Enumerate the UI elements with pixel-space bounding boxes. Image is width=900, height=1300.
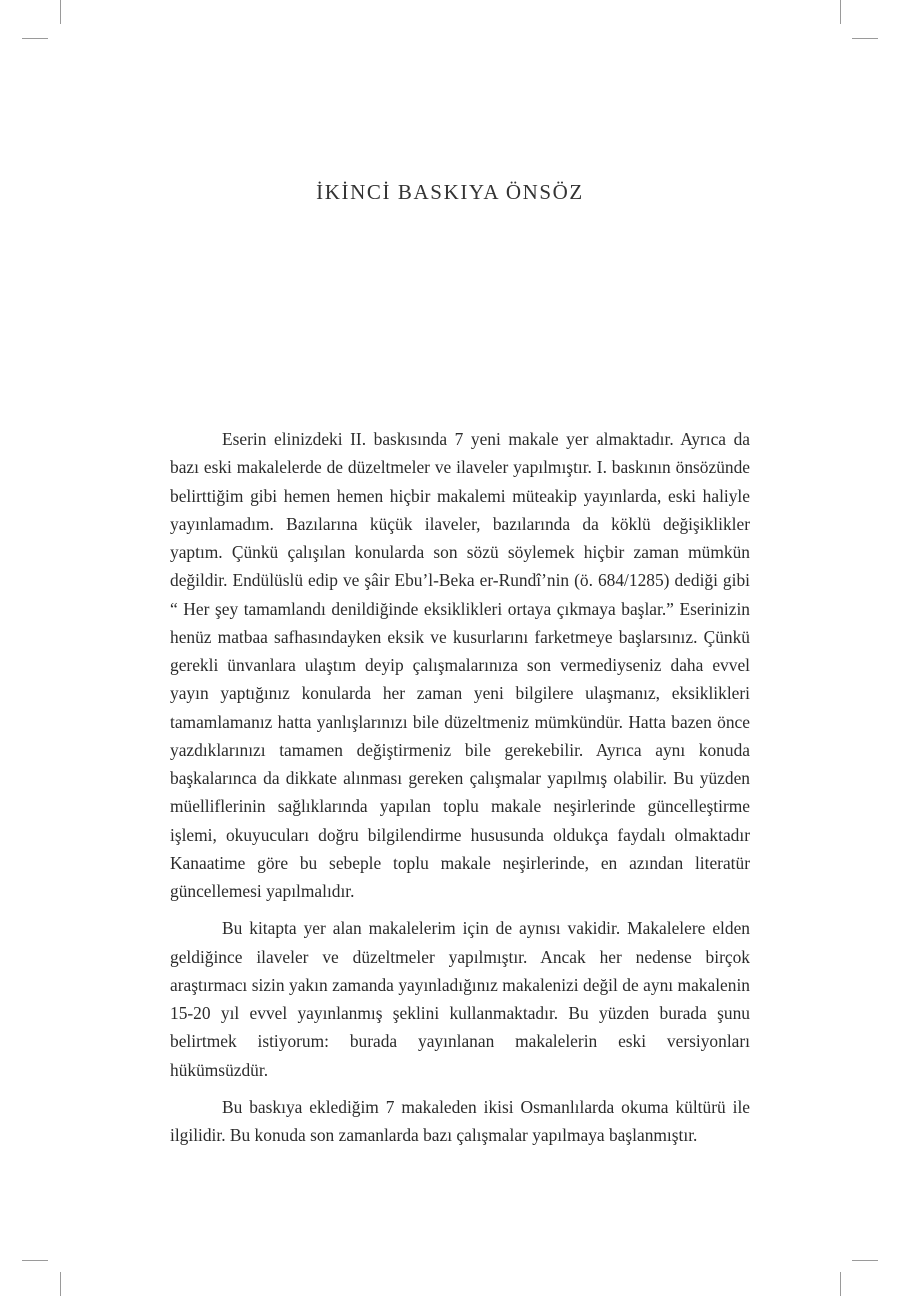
crop-mark-top-right-horizontal <box>852 38 878 39</box>
paragraph-3: Bu baskıya eklediğim 7 makaleden ikisi Osmanlılarda okuma kültürü ile ilgilidir. Bu konuda son zamanlarda bazı çalışmalar yapılmaya başlanmıştır. <box>170 1096 750 1145</box>
crop-mark-top-left-horizontal <box>22 38 48 39</box>
crop-mark-top-right-vertical <box>840 0 841 24</box>
crop-mark-bottom-left-vertical <box>60 1272 61 1296</box>
crop-mark-top-left-vertical <box>60 0 61 24</box>
crop-mark-bottom-right-horizontal <box>852 1260 878 1261</box>
paragraph-2: Bu kitapta yer alan makalelerim için de aynısı vakidir. Makalelere elden geldiğince ilaveler ve düzeltmeler yapılmıştır. Ancak her nedense birçok araştırmacı sizin yakın zamanda yayınladığınız makalenizi değil de aynı makalenin 15-20 yıl evvel yayınlanmış şeklini kullanmaktadır. Bu yüzden burada şunu belirtmek istiyorum: burada yayınlanan makalelerin eski versiyonları hükümsüzdür. <box>170 918 750 1080</box>
crop-mark-bottom-right-vertical <box>840 1272 841 1296</box>
body-text <box>170 425 750 1158</box>
crop-mark-bottom-left-horizontal <box>22 1260 48 1261</box>
page-title: İKİNCİ BASKIYA ÖNSÖZ <box>316 180 584 204</box>
paragraph-1: Eserin elinizdeki II. baskısında 7 yeni makale yer almaktadır. Ayrıca da bazı eski makalelerde de düzeltmeler ve ilaveler yapılmıştır. I. baskının önsözünde belirttiğim gibi hemen hemen hiçbir makalemi müteakip yayınlarda, eski haliyle yayınlamadım. Bazılarına küçük ilaveler, bazılarında da köklü değişiklikler yaptım. Çünkü çalışılan konularda son sözü söylemek hiçbir zaman mümkün değildir. Endülüslü edip ve şâir Ebu’l-Beka er-Rundî’nin (ö. 684/1285) dediği gibi “ Her şey tamamlandı denildiğinde eksiklikleri ortaya çıkmaya başlar.” Eserinizin henüz matbaa safhasındayken eksik ve kusurlarını farketmeye başlarsınız. Çünkü gerekli ünvanlara ulaştım deyip çalışmalarınıza son vermediyseniz daha evvel yayın yaptığınız konularda her zaman yeni bilgilere ulaşmanız, eksiklikleri tamamlamanız hatta yanlışlarınızı bile düzeltmeniz mümkündür. Hatta bazen önce yazdıklarınızı tamamen değiştirmeniz bile gerekebilir. Ayrıca aynı konuda başkalarınca da dikkate alınması gereken çalışmalar yapılmış olabilir. Bu yüzden müelliflerinin sağlıklarında yapılan toplu makale neşirlerinde güncelleştirme işlemi, okuyucuları doğru bilgilendirme hususunda oldukça faydalı olmaktadır Kanaatime göre bu sebeple toplu makale neşirlerinde, en azından literatür güncellemesi yapılmalıdır. <box>170 429 750 901</box>
